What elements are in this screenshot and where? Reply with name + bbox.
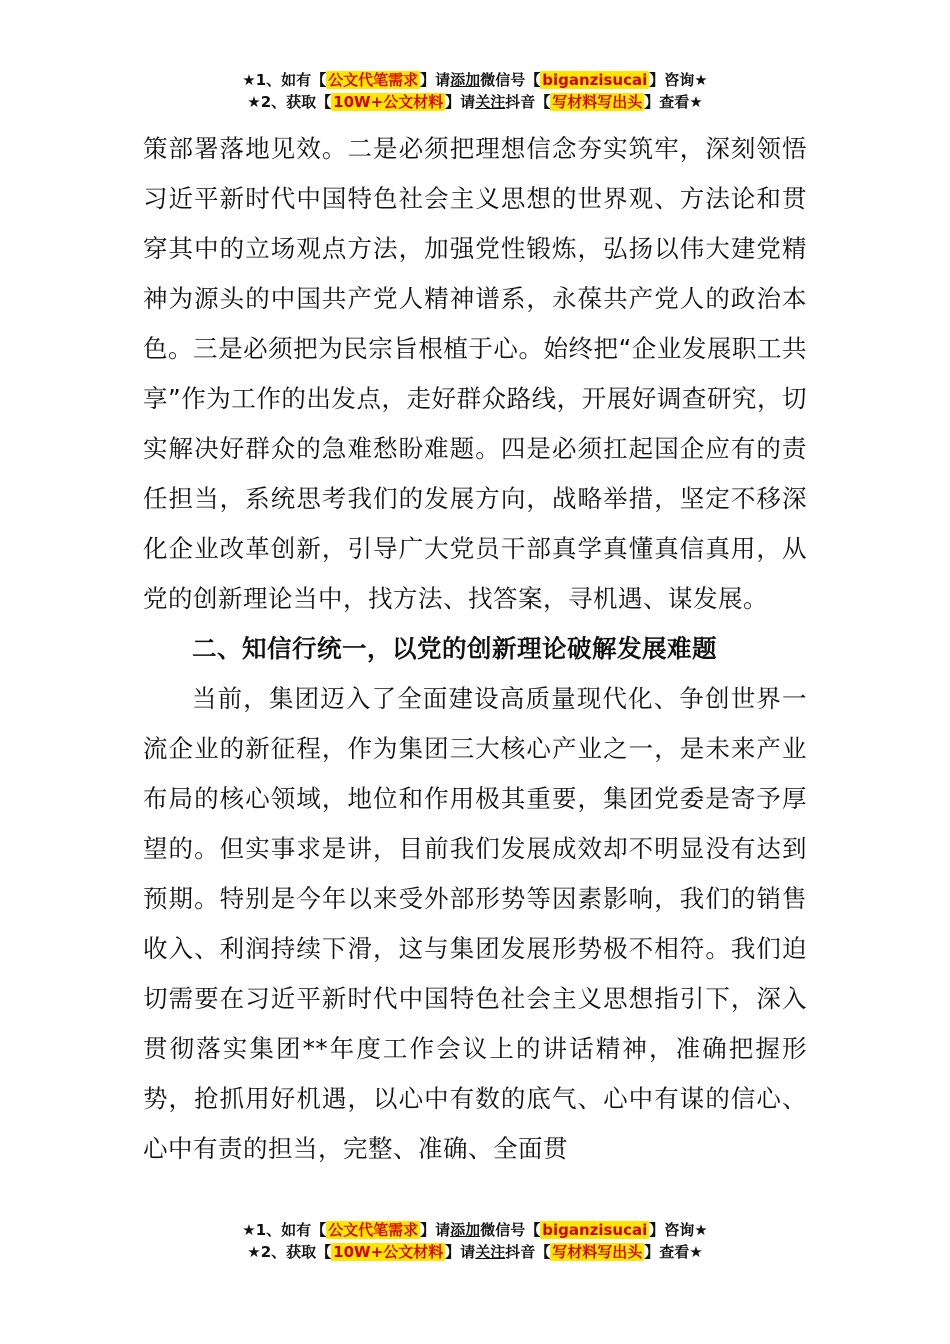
document-body bbox=[143, 124, 807, 1174]
body-paragraph: 策部署落地见效。二是必须把理想信念夯实筑牢，深刻领悟习近平新时代中国特色社会主义思想的世界观、方法论和贯穿其中的立场观点方法，加强党性锻炼，弘扬以伟大建党精神为源头的中国共产党人精神谱系，永葆共产党人的政治本色。三是必须把为民宗旨根植于心。始终把“企业发展职工共享”作为工作的出发点，走好群众路线，开展好调查研究，切实解决好群众的急难愁盼难题。四是必须扛起国企应有的责任担当，系统思考我们的发展方向，战略举措，坚定不移深化企业改革创新，引导广大党员干部真学真懂真信真用，从党的创新理论当中，找方法、找答案，寻机遇、谋发展。 bbox=[143, 134, 807, 613]
promo-banner-bottom bbox=[0, 1219, 950, 1263]
promo-text: 2、获取【 bbox=[260, 1243, 332, 1261]
promo-line-2 bbox=[0, 91, 950, 113]
star-icon: ★ bbox=[247, 93, 261, 111]
promo-text: 】请 bbox=[445, 1243, 476, 1261]
section-heading: 二、知信行统一，以党的创新理论破解发展难题 bbox=[192, 634, 717, 663]
promo-text: 】咨询 bbox=[649, 71, 695, 89]
promo-text: 1、如有【 bbox=[255, 71, 327, 89]
promo-highlight: 写材料写出头 bbox=[552, 93, 643, 111]
body-paragraph: 当前，集团迈入了全面建设高质量现代化、争创世界一流企业的新征程，作为集团三大核心产业之一，是未来产业布局的核心领域，地位和作用极其重要，集团党委是寄予厚望的。但实事求是讲，目前我们发展成效却不明显没有达到预期。特别是今年以来受外部形势等因素影响，我们的销售收入、利润持续下滑，这与集团发展形势极不相符。我们迫切需要在习近平新时代中国特色社会主义思想指引下，深入贯彻落实集团**年度工作会议上的讲话精神，准确把握形势，抢抓用好机遇，以心中有数的底气、心中有谋的信心、心中有责的担当，完整、准确、全面贯 bbox=[143, 684, 807, 1163]
promo-underlined: 添加 bbox=[450, 71, 481, 89]
promo-line-1 bbox=[0, 1219, 950, 1241]
promo-text: 】请 bbox=[445, 93, 476, 111]
promo-text: 】查看 bbox=[644, 93, 690, 111]
promo-banner-top bbox=[0, 69, 950, 113]
promo-highlight: 公文代笔需求 bbox=[328, 1221, 419, 1239]
star-icon: ★ bbox=[247, 1243, 261, 1261]
star-icon: ★ bbox=[694, 1221, 708, 1239]
promo-highlight: 10W+公文材料 bbox=[333, 1243, 444, 1261]
promo-highlight: biganzisucai bbox=[542, 1221, 648, 1239]
promo-line-2 bbox=[0, 1241, 950, 1263]
promo-text: 】请 bbox=[420, 1221, 451, 1239]
promo-line-1 bbox=[0, 69, 950, 91]
promo-text: 微信号【 bbox=[480, 1221, 541, 1239]
promo-text: 1、如有【 bbox=[255, 1221, 327, 1239]
promo-text: 微信号【 bbox=[480, 71, 541, 89]
star-icon: ★ bbox=[689, 1243, 703, 1261]
star-icon: ★ bbox=[242, 1221, 256, 1239]
promo-text: 】请 bbox=[420, 71, 451, 89]
promo-text: 抖音【 bbox=[505, 1243, 551, 1261]
promo-underlined: 添加 bbox=[450, 1221, 481, 1239]
star-icon: ★ bbox=[689, 93, 703, 111]
promo-highlight: 公文代笔需求 bbox=[328, 71, 419, 89]
promo-text: 】查看 bbox=[644, 1243, 690, 1261]
promo-highlight: 10W+公文材料 bbox=[333, 93, 444, 111]
promo-highlight: 写材料写出头 bbox=[552, 1243, 643, 1261]
promo-highlight: biganzisucai bbox=[542, 71, 648, 89]
promo-text: 抖音【 bbox=[505, 93, 551, 111]
star-icon: ★ bbox=[242, 71, 256, 89]
promo-text: 】咨询 bbox=[649, 1221, 695, 1239]
promo-underlined: 关注 bbox=[475, 1243, 506, 1261]
promo-text: 2、获取【 bbox=[260, 93, 332, 111]
promo-underlined: 关注 bbox=[475, 93, 506, 111]
star-icon: ★ bbox=[694, 71, 708, 89]
